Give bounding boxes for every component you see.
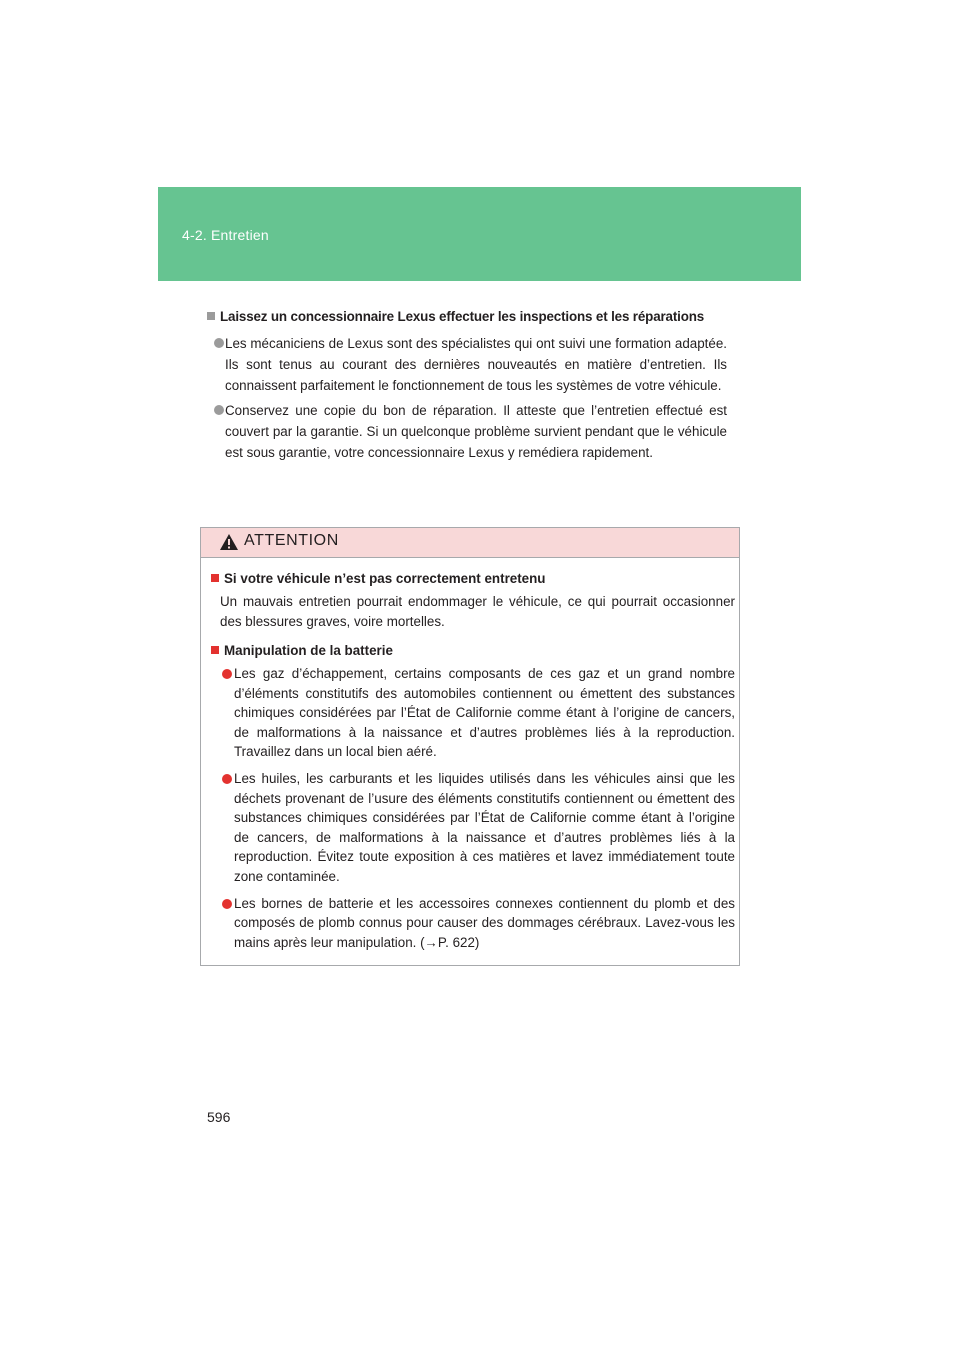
warning-box (200, 527, 740, 966)
page-number: 596 (207, 1109, 231, 1125)
warning-subhead: Si votre véhicule n’est pas correctement entretenu (211, 569, 735, 589)
square-bullet-icon (207, 312, 215, 320)
square-bullet-icon (211, 574, 219, 582)
round-bullet-icon (222, 774, 232, 784)
intro-section (207, 307, 727, 467)
intro-bullet: Les mécaniciens de Lexus sont des spécialistes qui ont suivi une formation adaptée. Ils sont tenus au courant des dernières nouveautés en matière d’entretien. Ils connaissent parfaitement le fonctionnement de tous les systèmes de votre véhicule. (207, 333, 727, 396)
warning-paragraph: Un mauvais entretien pourrait endommager le véhicule, ce qui pourrait occasionner des blessures graves, voire mortelles. (220, 594, 735, 629)
intro-bullet: Conservez une copie du bon de réparation. Il atteste que l’entretien effectué est couvert par la garantie. Si un quelconque problème survient pendant que le véhicule est sous garantie, votre concessionnaire Lexus y remédiera rapidement. (207, 400, 727, 463)
round-bullet-icon (214, 338, 224, 348)
round-bullet-icon (222, 899, 232, 909)
warning-triangle-icon (219, 533, 239, 551)
round-bullet-icon (214, 405, 224, 415)
warning-subhead: Manipulation de la batterie (211, 641, 735, 661)
intro-subhead: Laissez un concessionnaire Lexus effectuer les inspections et les réparations (207, 307, 727, 327)
warning-bullet: Les huiles, les carburants et les liquides utilisés dans les véhicules ainsi que les déchets provenant de l’usure des éléments constitutifs contiennent ou émettent des substances chimiques considérées par l’État de Californie comme étant à l’origine de cancers, de malformations à la naissance et d’autres problèmes liés à la reproduction. Évitez toute exposition à ces matières et lavez immédiatement toute zone contaminée. (211, 769, 735, 887)
warning-title: ATTENTION (244, 532, 339, 549)
warning-bullet: Les gaz d’échappement, certains composants de ces gaz et un grand nombre d’éléments constitutifs des automobiles contiennent ou émettent des substances chimiques considérées par l’État de Californie comme étant à l’origine de cancers, de malformations à la naissance et d’autres problèmes liés à la reproduction. Travaillez dans un local bien aéré. (211, 664, 735, 762)
square-bullet-icon (211, 646, 219, 654)
warning-bullet: Les bornes de batterie et les accessoires connexes contiennent du plomb et des composés de plomb connus pour causer des dommages cérébraux. Lavez-vous les mains après leur manipulation. (→P. 622) (211, 894, 735, 953)
section-header-band (158, 187, 801, 281)
round-bullet-icon (222, 669, 232, 679)
section-label: 4-2. Entretien (182, 227, 269, 243)
warning-body (211, 569, 735, 959)
warning-header (201, 528, 739, 558)
